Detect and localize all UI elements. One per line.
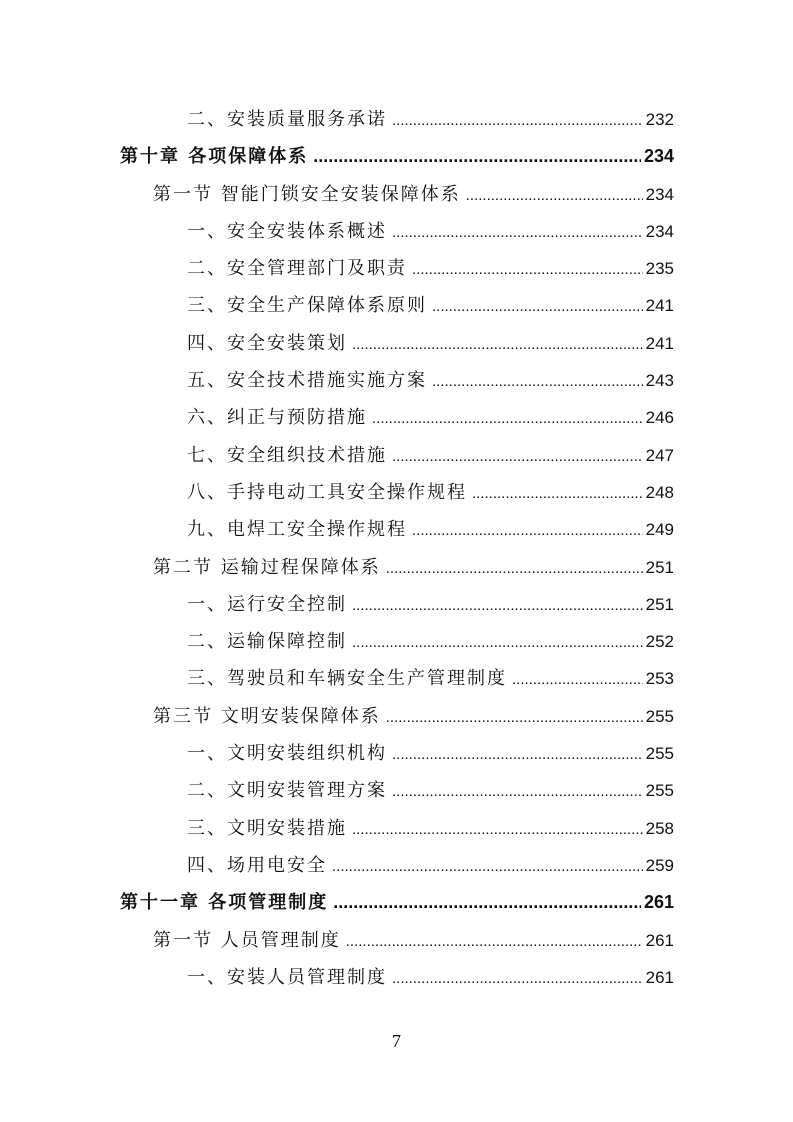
toc-entry-title: 第三节 文明安装保障体系 (153, 705, 381, 727)
toc-dot-leader (472, 475, 643, 512)
toc-chapter-entry[interactable] (0, 884, 793, 921)
toc-page-number: 234 (645, 221, 674, 241)
toc-item-entry[interactable] (0, 511, 793, 548)
toc-dot-leader (352, 624, 643, 661)
toc-item-entry[interactable] (0, 772, 793, 809)
toc-chapter-entry[interactable] (0, 138, 793, 175)
toc-dot-leader (392, 773, 643, 810)
toc-item-entry[interactable] (0, 660, 793, 697)
toc-entry-title: 三、驾驶员和车辆安全生产管理制度 (187, 668, 507, 690)
page-number: 7 (392, 1031, 401, 1051)
toc-item-entry[interactable] (0, 474, 793, 511)
toc-item-entry[interactable] (0, 959, 793, 996)
toc-entry-title: 九、电焊工安全操作规程 (187, 519, 407, 541)
toc-entry-title: 一、安装人员管理制度 (187, 966, 387, 988)
toc-item-entry[interactable] (0, 250, 793, 287)
toc-entry-title: 三、文明安装措施 (187, 817, 347, 839)
toc-dot-leader (352, 326, 643, 363)
toc-dot-leader (466, 177, 643, 214)
toc-page-number: 234 (643, 146, 674, 167)
toc-page-number: 234 (645, 184, 674, 204)
toc-item-entry[interactable] (0, 437, 793, 474)
toc-page-number: 241 (645, 296, 674, 316)
toc-dot-leader (352, 587, 643, 624)
toc-item-entry[interactable] (0, 287, 793, 324)
table-of-contents (0, 101, 793, 996)
toc-dot-leader (512, 661, 643, 698)
toc-item-entry[interactable] (0, 325, 793, 362)
toc-page-number: 258 (645, 818, 674, 838)
toc-section-entry[interactable] (0, 176, 793, 213)
toc-item-entry[interactable] (0, 101, 793, 138)
toc-dot-leader (432, 363, 643, 400)
toc-dot-leader (412, 512, 643, 549)
toc-entry-title: 第十章 各项保障体系 (120, 146, 309, 168)
toc-page-number: 255 (645, 744, 674, 764)
toc-dot-leader (432, 288, 643, 325)
toc-entry-title: 二、文明安装管理方案 (187, 780, 387, 802)
toc-dot-leader (372, 400, 643, 437)
toc-page-number: 261 (643, 892, 674, 913)
toc-section-entry[interactable] (0, 922, 793, 959)
toc-dot-leader (392, 960, 643, 997)
toc-entry-title: 四、场用电安全 (187, 854, 327, 876)
toc-page-number: 251 (645, 594, 674, 614)
toc-entry-title: 五、安全技术措施实施方案 (187, 370, 427, 392)
toc-page-number: 249 (645, 520, 674, 540)
toc-dot-leader (392, 438, 643, 475)
toc-page-number: 243 (645, 371, 674, 391)
toc-entry-title: 第二节 运输过程保障体系 (153, 556, 381, 578)
toc-dot-leader (386, 550, 643, 587)
toc-page-number: 248 (645, 482, 674, 502)
toc-item-entry[interactable] (0, 623, 793, 660)
toc-dot-leader (313, 138, 641, 175)
toc-page-number: 253 (645, 669, 674, 689)
toc-page-number: 241 (645, 333, 674, 353)
toc-entry-title: 四、安全安装策划 (187, 332, 347, 354)
toc-dot-leader (392, 736, 643, 773)
toc-dot-leader (392, 214, 643, 251)
toc-entry-title: 第十一章 各项管理制度 (120, 892, 329, 914)
toc-item-entry[interactable] (0, 847, 793, 884)
toc-dot-leader (346, 923, 643, 960)
toc-entry-title: 八、手持电动工具安全操作规程 (187, 481, 467, 503)
toc-item-entry[interactable] (0, 213, 793, 250)
toc-page-number: 232 (645, 110, 674, 129)
toc-page-number: 261 (645, 967, 674, 987)
toc-item-entry[interactable] (0, 586, 793, 623)
toc-page-number: 251 (645, 557, 674, 577)
toc-entry-title: 三、安全生产保障体系原则 (187, 295, 427, 317)
toc-entry-title: 二、安全管理部门及职责 (187, 258, 407, 280)
toc-entry-title: 二、安装质量服务承诺 (187, 109, 387, 130)
toc-page-number: 261 (645, 930, 674, 950)
toc-page-number: 252 (645, 632, 674, 652)
toc-dot-leader (386, 699, 643, 736)
toc-dot-leader (392, 102, 643, 139)
toc-page-number: 247 (645, 445, 674, 465)
toc-item-entry[interactable] (0, 810, 793, 847)
toc-item-entry[interactable] (0, 735, 793, 772)
toc-page-number: 255 (645, 706, 674, 726)
toc-entry-title: 一、运行安全控制 (187, 593, 347, 615)
toc-entry-title: 七、安全组织技术措施 (187, 444, 387, 466)
toc-page-number: 246 (645, 408, 674, 428)
toc-item-entry[interactable] (0, 362, 793, 399)
toc-item-entry[interactable] (0, 399, 793, 436)
toc-entry-title: 六、纠正与预防措施 (187, 407, 367, 429)
toc-entry-title: 第一节 人员管理制度 (153, 929, 341, 951)
toc-page-number: 235 (645, 259, 674, 279)
toc-entry-title: 一、文明安装组织机构 (187, 743, 387, 765)
toc-entry-title: 二、运输保障控制 (187, 631, 347, 653)
toc-page-number: 255 (645, 781, 674, 801)
toc-dot-leader (352, 811, 643, 848)
toc-entry-title: 一、安全安装体系概述 (187, 220, 387, 242)
toc-dot-leader (412, 251, 643, 288)
toc-section-entry[interactable] (0, 549, 793, 586)
toc-entry-title: 第一节 智能门锁安全安装保障体系 (153, 183, 461, 205)
toc-section-entry[interactable] (0, 698, 793, 735)
toc-dot-leader (333, 884, 641, 921)
toc-dot-leader (332, 848, 643, 885)
toc-page-number: 259 (645, 855, 674, 875)
